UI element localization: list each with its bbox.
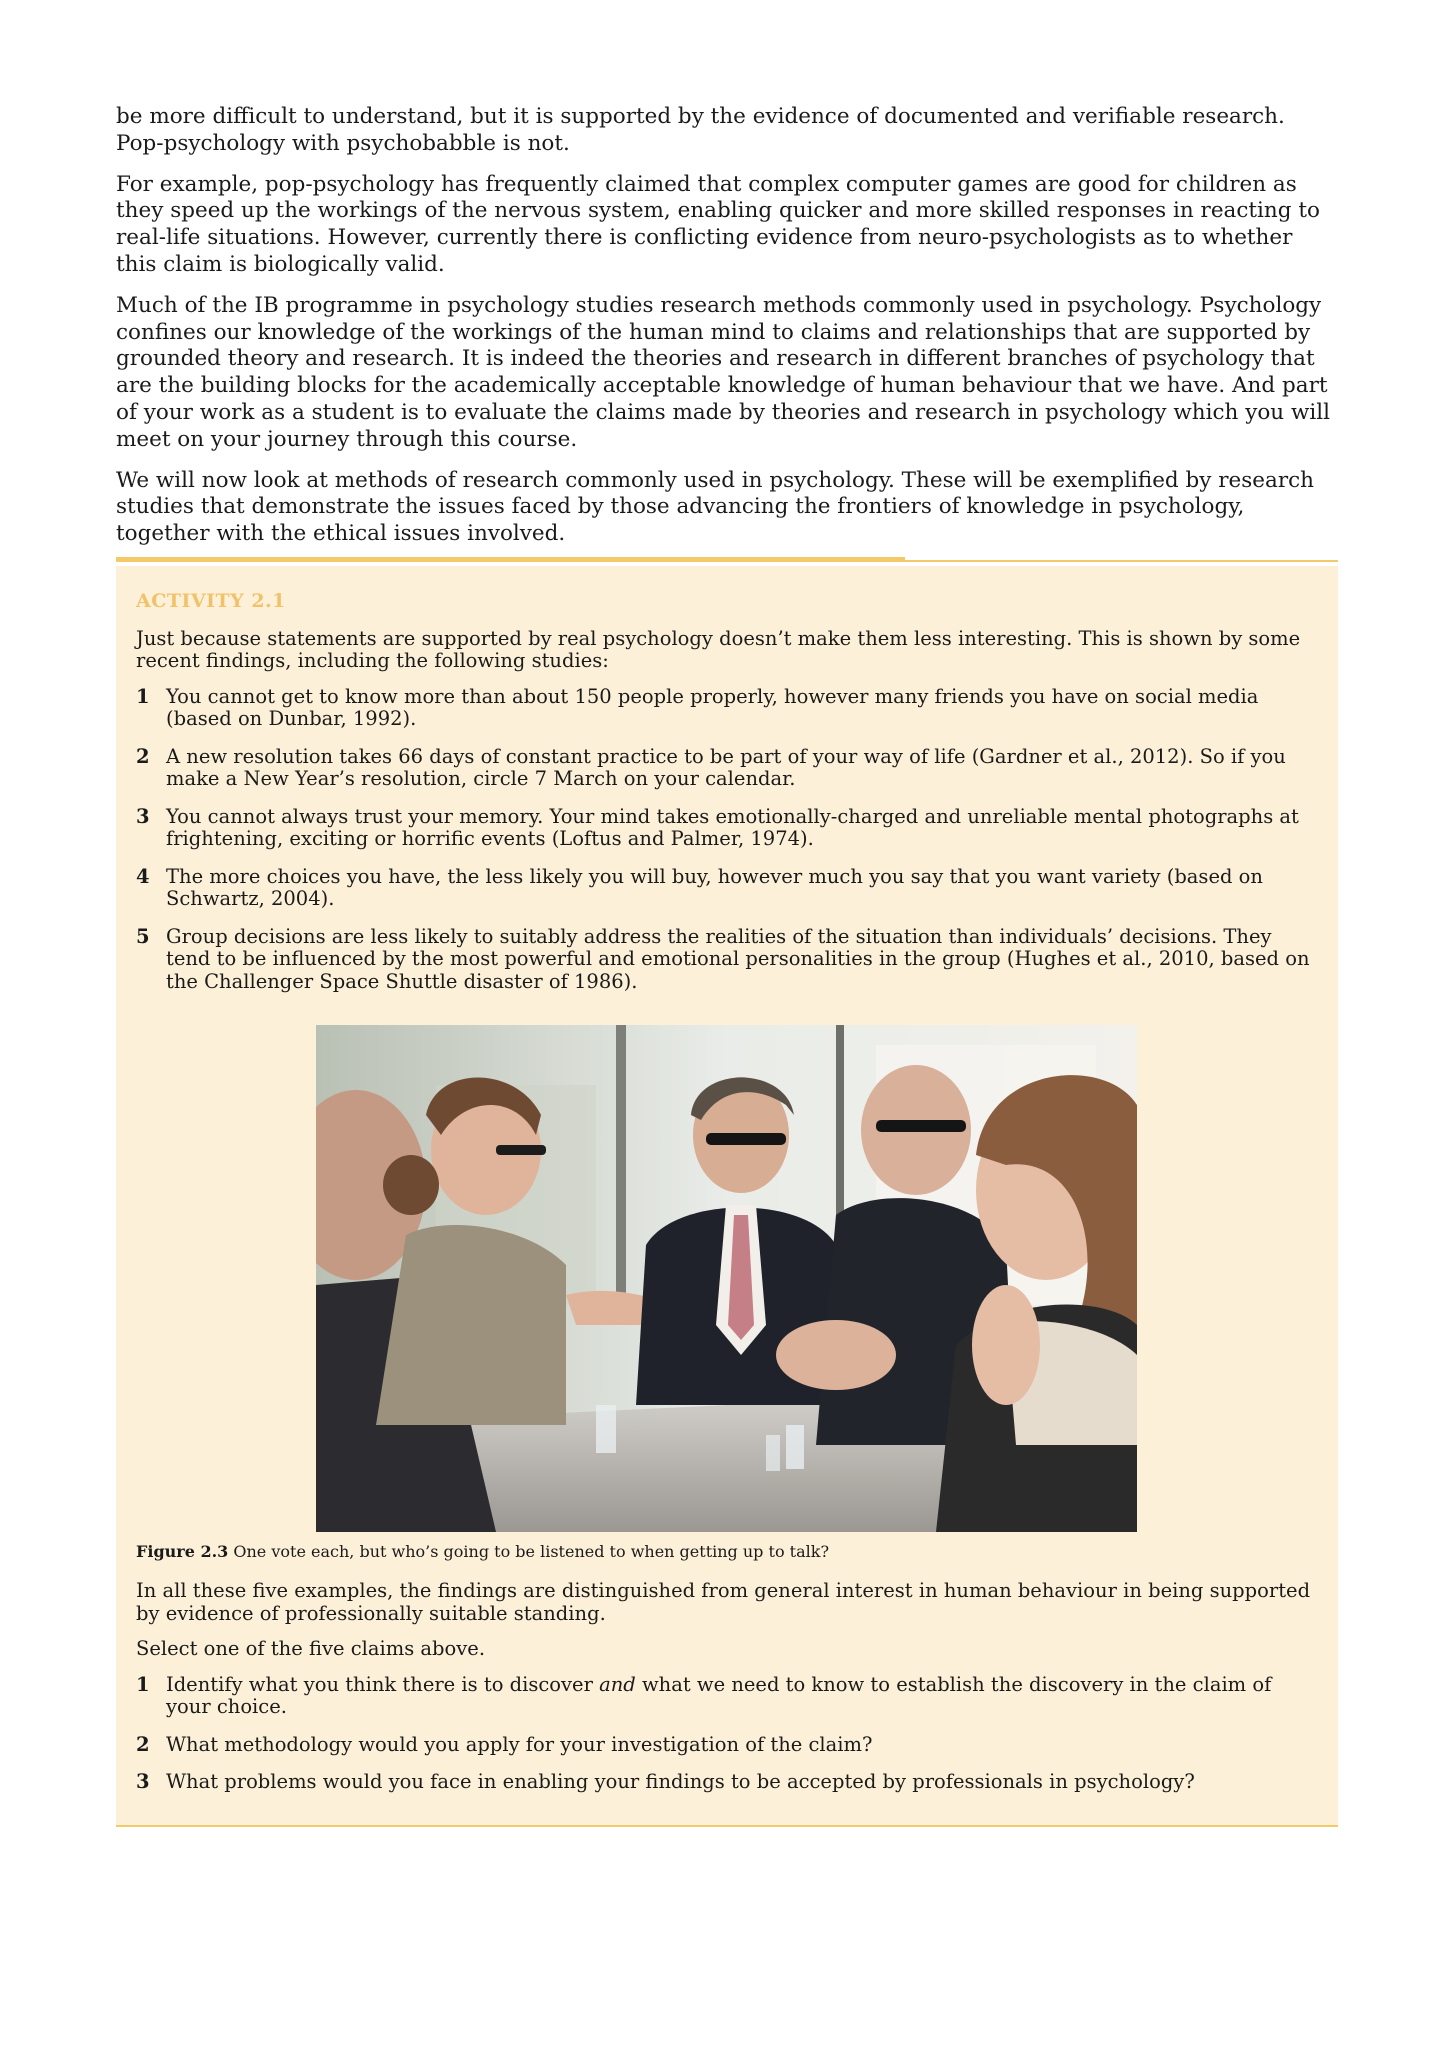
meeting-photo-illustration	[316, 1025, 1137, 1532]
figure-photo-meeting	[316, 1025, 1137, 1532]
page-content	[116, 104, 1338, 1827]
activity-title: ACTIVITY 2.1	[136, 589, 286, 612]
figure-caption	[136, 1542, 1318, 1562]
list-item	[136, 1734, 1318, 1757]
list-number: 1	[136, 684, 150, 708]
activity-summary: In all these five examples, the findings are distinguished from general interest in human behaviour in being supported by evidence of professionally suitable standing.	[136, 1579, 1311, 1625]
list-item	[136, 806, 1318, 851]
body-paragraph-2: For example, pop-psychology has frequently claimed that complex computer games are good for children as they speed up the workings of the nervous system, enabling quicker and more skilled responses in reacting to real-life situations. However, currently there is conflicting evidence from neuro-psychologists as to whether this claim is biologically valid.	[116, 171, 1320, 277]
list-item	[136, 1771, 1318, 1794]
list-text: A new resolution takes 66 days of constant practice to be part of your way of life (Gardner et al., 2012). So if you make a New Year’s resolution, circle 7 March on your calendar.	[166, 744, 1286, 791]
list-number: 4	[136, 864, 150, 888]
questions-list	[136, 1674, 1318, 1794]
list-number: 3	[136, 804, 150, 828]
body-paragraph-3: Much of the IB programme in psychology studies research methods commonly used in psychology. Psychology confines our knowledge of the workings of the human mind to claims and relationships that are supported by grounded theory and research. It is indeed the theories and research in different branches of psychology that are the building blocks for the academically acceptable knowledge of human behaviour that we have. And part of your work as a student is to evaluate the claims made by theories and research in psychology which you will meet on your journey through this course.	[116, 292, 1330, 452]
list-text: You cannot always trust your memory. Your mind takes emotionally-charged and unreliable mental photographs at frightening, exciting or horrific events (Loftus and Palmer, 1974).	[166, 804, 1299, 851]
list-number: 1	[136, 1672, 150, 1696]
list-text: The more choices you have, the less likely you will buy, however much you say that you want variety (based on Schwartz, 2004).	[166, 864, 1263, 911]
list-text: What problems would you face in enabling your findings to be accepted by professionals in psychology?	[166, 1770, 1195, 1794]
question-text-end: what we need to know to establish the discovery in the claim of your choice.	[166, 1672, 1272, 1719]
list-text: You cannot get to know more than about 150 people properly, however many friends you have on social media (based on Dunbar, 1992).	[166, 684, 1259, 731]
list-number: 2	[136, 744, 150, 768]
body-paragraph-1: be more difficult to understand, but it is supported by the evidence of documented and verifiable research. Pop-psychology with psychobabble is not.	[116, 104, 1285, 156]
body-paragraph-4: We will now look at methods of research commonly used in psychology. These will be exemplified by research studies that demonstrate the issues faced by those advancing the frontiers of knowledge in psychology, together with the ethical issues involved.	[116, 467, 1314, 547]
figure-caption-text: One vote each, but who’s going to be listened to when getting up to talk?	[233, 1542, 830, 1562]
list-text: What methodology would you apply for your investigation of the claim?	[166, 1732, 873, 1756]
activity-intro: Just because statements are supported by real psychology doesn’t make them less interesting. This is shown by some recent findings, including the following studies:	[136, 626, 1301, 673]
list-item	[136, 926, 1318, 994]
activity-box	[116, 566, 1338, 1827]
list-item	[136, 1674, 1318, 1719]
select-prompt: Select one of the five claims above.	[136, 1637, 486, 1661]
list-number: 3	[136, 1770, 150, 1794]
figure-label: Figure 2.3	[136, 1542, 229, 1562]
list-item	[136, 746, 1318, 791]
list-item	[136, 866, 1318, 911]
list-number: 2	[136, 1732, 150, 1756]
question-text-start: Identify what you think there is to discover	[166, 1672, 600, 1696]
activity-top-accent-rule	[116, 557, 905, 562]
question-emphasis: and	[599, 1672, 636, 1696]
list-number: 5	[136, 924, 150, 948]
list-text	[166, 1674, 1318, 1719]
list-text: Group decisions are less likely to suitably address the realities of the situation than individuals’ decisions. They tend to be influenced by the most powerful and emotional personalities in the group (Hughes et al., 2010, based on the Challenger Space Shuttle disaster of 1986).	[166, 924, 1310, 993]
studies-list	[136, 686, 1318, 994]
list-item	[136, 686, 1318, 731]
